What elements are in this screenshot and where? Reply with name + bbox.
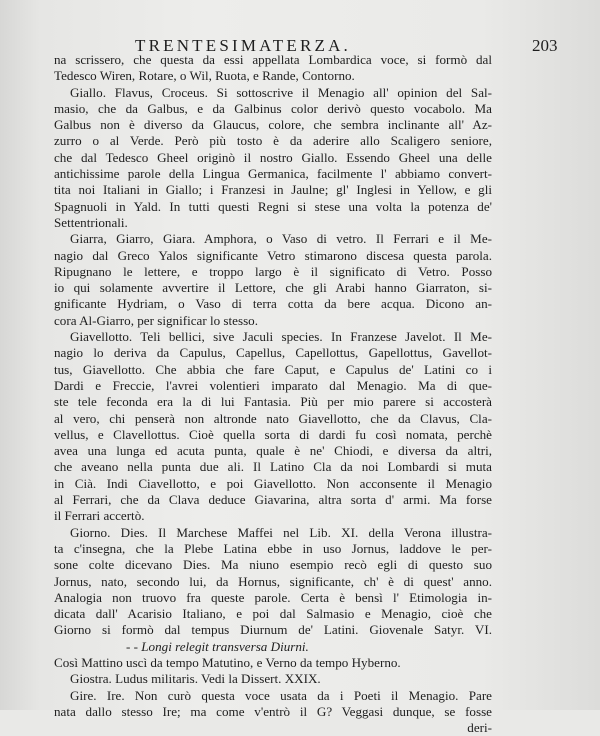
text-line: nagio dal Greco Yalos significante Vetro stimarono discesa questa parola. <box>54 247 492 263</box>
page-number: 203 <box>532 36 558 55</box>
text-line: Giostra. Ludus militaris. Vedi la Dissert. XXIX. <box>70 671 321 687</box>
text-line: antichissime parole della Lingua Germanica, facilmente l' abbiamo convert- <box>54 166 492 182</box>
text-line: tus, Giavellotto. Che abbia che fare Caput, e Capulus de' Latini co i <box>54 361 492 377</box>
text-line: - - Longi relegit transversa Diurni. <box>126 638 309 654</box>
text-line: Dardi e Freccie, l'avrei volentieri imparato dal Menagio. Ma di que- <box>54 377 492 393</box>
text-line: che aveano nella punta due ali. Il Latino Cla da noi Lombardi si muta <box>54 459 492 475</box>
text-line: zurro o al Verde. Però più tosto è da aderire allo Scaligero seniore, <box>54 133 492 149</box>
text-line: gnificante Hydriam, o Vaso di terra cotta da bere acqua. Dicono an- <box>54 296 492 312</box>
text-line: Settentrionali. <box>54 214 128 230</box>
text-line: Spagnuoli in Yald. In tutti questi Regni si stese una volta la potenza de' <box>54 198 492 214</box>
text-line: Jornus, nato, secondo lui, da Hornus, significante, ch' è di quest' anno. <box>54 573 492 589</box>
running-title: TRENTESIMATERZA. <box>135 36 351 55</box>
text-line: in Cià. Indi Ciavellotto, e poi Giavellotto. Non acconsente il Menagio <box>54 475 492 491</box>
text-line: nata dallo stesso Ire; ma come v'entrò il G? Veggasi dunque, se fosse <box>54 703 492 719</box>
text-line: che dal Tedesco Gheel originò il nostro Giallo. Essendo Gheel una delle <box>54 149 492 165</box>
text-line: al Ferrari, che da Clava deduce Giavarina, altra sorta d' armi. Ma forse <box>54 492 492 508</box>
text-line: il Ferrari accertò. <box>54 508 145 524</box>
text-line: ta c'insegna, che la Plebe Latina ebbe in uso Jornus, laddove le per- <box>54 540 492 556</box>
text-line: masio, che da Galbus, e da Galbinus color derivò questo vocabolo. Ma <box>54 100 492 116</box>
text-line: Giallo. Flavus, Croceus. Si sottoscrive il Menagio all' opinion del Sal- <box>70 84 492 100</box>
text-line: Gire. Ire. Non curò questa voce usata da i Poeti il Menagio. Pare <box>70 687 492 703</box>
text-line: vellus, e Clavellottus. Cioè quella sorta di dardi fu così nomata, perchè <box>54 426 492 442</box>
text-line: tita noi Italiani in Giallo; i Franzesi in Jaulne; gl' Inglesi in Yellow, e gli <box>54 182 492 198</box>
text-line: sone colte dicevano Dies. Ma niuno esempio recò egli di questo suo <box>54 557 492 573</box>
text-line: Giorno si formò dal tempus Diurnum de' Latini. Giovenale Satyr. VI. <box>54 622 492 638</box>
text-line: cora Al-Giarro, per significar lo stesso. <box>54 312 258 328</box>
text-line: Giarra, Giarro, Giara. Amphora, o Vaso di vetro. Il Ferrari e il Me- <box>70 231 492 247</box>
text-line: nagio lo deriva da Capulus, Capellus, Capellottus, Gapellottus, Gavellot- <box>54 345 492 361</box>
text-line: io qui solamente avvertire il Lettore, che gli Arabi hanno Giarraton, si- <box>54 280 492 296</box>
text-line: al vero, chi penserà non altronde nato Giavellotto, che da Clavus, Cla- <box>54 410 492 426</box>
text-line: dicata dall' Acarisio Italiano, e poi dal Salmasio e Menagio, cioè che <box>54 606 492 622</box>
text-line: Galbus non è diverso da Glaucus, colore, che sembra inclinante all' Az- <box>54 117 492 133</box>
text-line: Così Mattino uscì da tempo Matutino, e Verno da tempo Hyberno. <box>54 654 401 670</box>
text-line: Giavellotto. Teli bellici, sive Jaculi species. In Franzese Javelot. Il Me- <box>70 329 492 345</box>
text-line: Ripugnano le lettere, e troppo largo è il significato di Vetro. Posso <box>54 263 492 279</box>
text-line: na scrissero, che questa da essi appellata Lombardica voce, si formò dal <box>54 52 492 67</box>
text-line: deri- <box>467 720 492 736</box>
body-text <box>54 52 492 736</box>
text-line: Giorno. Dies. Il Marchese Maffei nel Lib. XI. della Verona illustra- <box>70 524 492 540</box>
text-line: Analogia non truovo fra queste parole. Certa è bensì l' Etimologia in- <box>54 589 492 605</box>
text-line: Tedesco Wiren, Rotare, o Wil, Ruota, e Rande, Contorno. <box>54 68 355 84</box>
text-line: avea una lunga ed acuta punta, quale è ne' Chiodi, e diversa da altri, <box>54 443 492 459</box>
text-line: ste tele feconda era la di lui Fantasia. Più per mio parere si accosterà <box>54 394 492 410</box>
